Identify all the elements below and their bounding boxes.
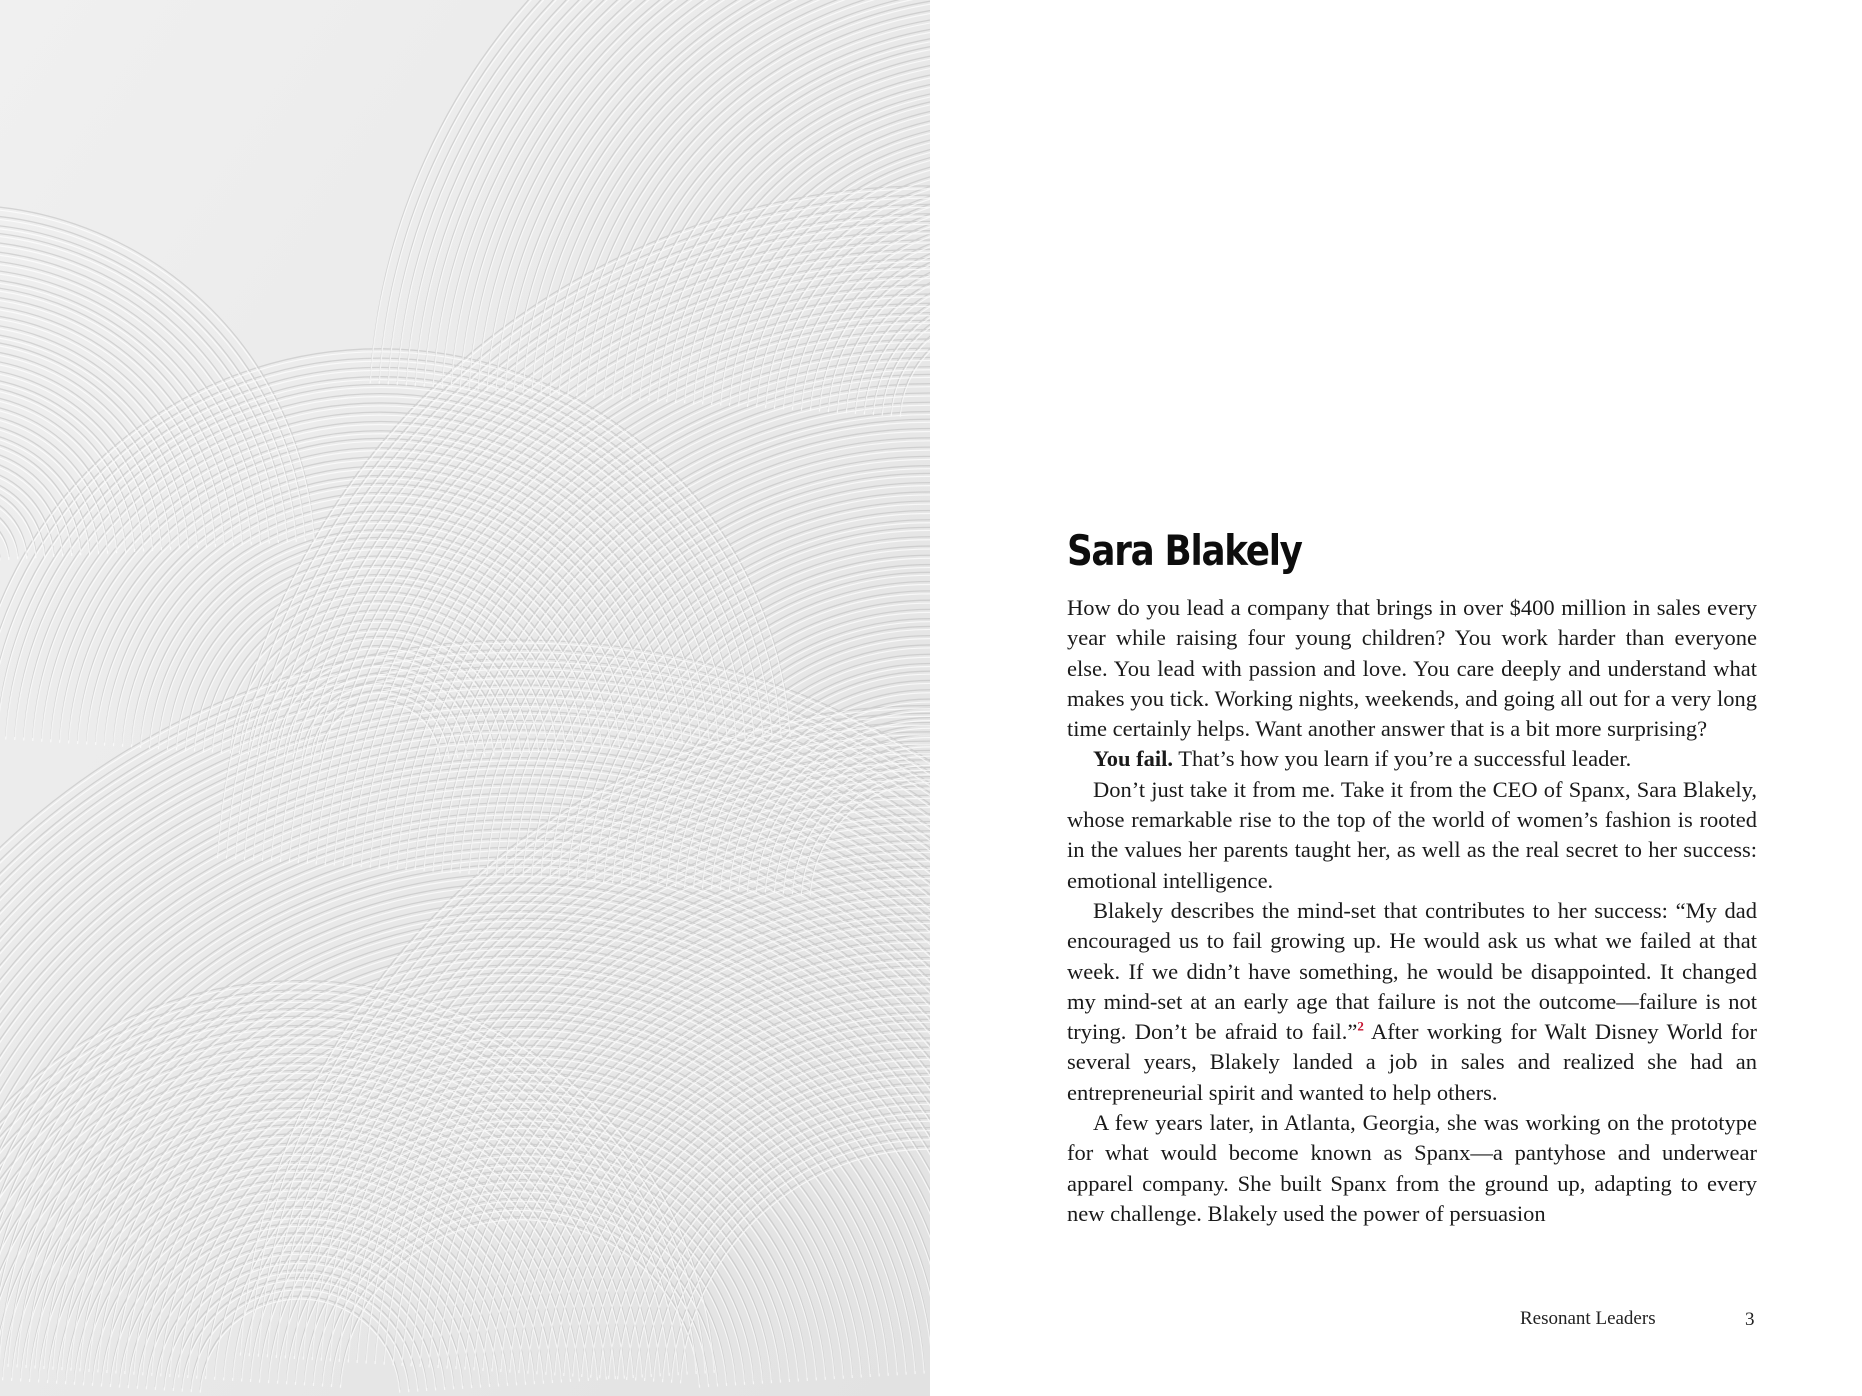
paragraph-1: How do you lead a company that brings in over $400 million in sales every year while raising four young children? You work harder than everyone else. You lead with passion and love. You care deeply and understand what makes you tick. Working nights, weekends, and going all out for a very long time certainly helps. Want another answer that is a bit more surprising? bbox=[1067, 595, 1757, 742]
left-page-texture bbox=[0, 0, 930, 1396]
paragraph-4-text: After working for Walt Disney World for several years, Blakely landed a job in sales and realized she had an entrepreneurial spirit and wanted to help others. bbox=[1067, 1019, 1757, 1105]
right-page bbox=[930, 0, 1862, 1396]
endnote-reference[interactable]: 2 bbox=[1357, 1018, 1364, 1034]
body-text bbox=[1067, 593, 1757, 1229]
paragraph-5: A few years later, in Atlanta, Georgia, she was working on the prototype for what would become known as Spanx—a pantyhose and underwear apparel company. She built Spanx from the ground up, adapting to every new challenge. Blakely used the power of persuasion bbox=[1067, 1110, 1757, 1226]
paragraph-3: Don’t just take it from me. Take it from the CEO of Spanx, Sara Blakely, whose remarkable rise to the top of the world of women’s fashion is rooted in the values her parents taught her, as well as the real secret to her success: emotional intelligence. bbox=[1067, 776, 1757, 893]
bold-lead-in: You fail. bbox=[1093, 746, 1174, 772]
paragraph-4 bbox=[1067, 896, 1757, 1108]
chapter-title: Sara Blakely bbox=[1067, 526, 1302, 575]
page-number: 3 bbox=[1745, 1309, 1755, 1330]
paragraph-2-text: That’s how you learn if you’re a successful leader. bbox=[1173, 746, 1632, 772]
paragraph-4-quote: Blakely describes the mind-set that contributes to her success: “My dad encouraged us to fail growing up. He would ask us what we failed at that week. If we didn’t have something, he would be disappointed. It changed my mind-set at an early age that failure is not the outcome—failure is not trying. Don’t be afraid to fail.” bbox=[1067, 897, 1757, 1045]
paragraph-2 bbox=[1067, 744, 1757, 774]
running-head: Resonant Leaders bbox=[1520, 1308, 1656, 1329]
paint-texture-image bbox=[0, 0, 930, 1396]
